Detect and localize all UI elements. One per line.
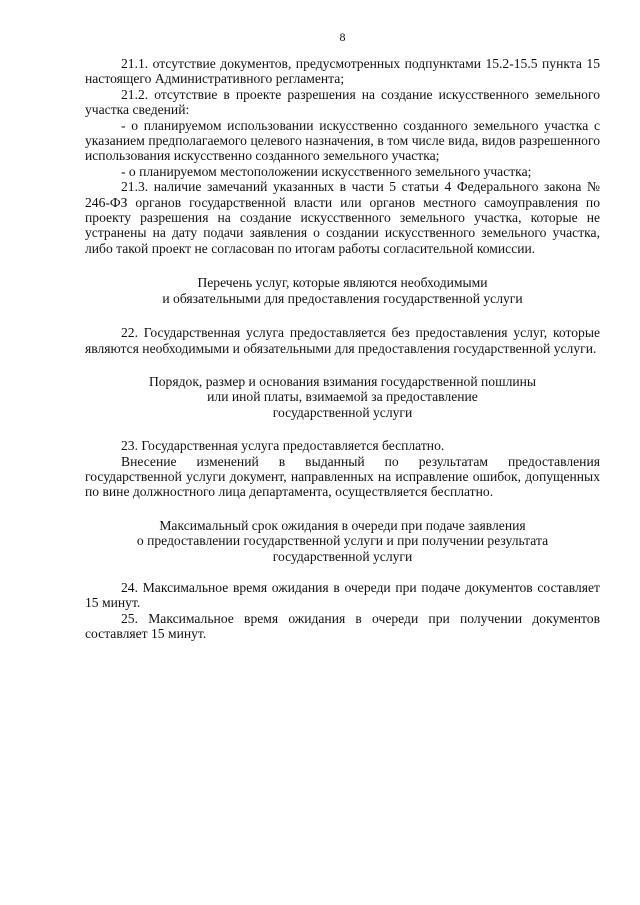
heading-line: Максимальный срок ожидания в очереди при подаче заявления <box>159 517 526 533</box>
heading-line: Порядок, размер и основания взимания государственной пошлины <box>148 373 537 389</box>
heading-line: о предоставлении государственной услуги и при получении результата <box>136 533 549 549</box>
paragraph-23: 23. Государственная услуга предоставляется бесплатно. <box>121 438 445 454</box>
paragraph-21-2: 21.2. отсутствие в проекте разрешения на создание искусственного земельного участка сведений: <box>85 86 600 118</box>
paragraph-21-3: 21.3. наличие замечаний указанных в части 5 статьи 4 Федерального закона № 246-ФЗ органов государственной власти или органов местного самоуправления по проекту разрешения на создание искусственного земельного участка, которые не устранены на дату подачи заявления о создании искусственного земельного участка, либо такой проект не согласован по итогам работы согласительной комиссии. <box>85 179 600 256</box>
paragraph-24: 24. Максимальное время ожидания в очереди при подаче документов составляет 15 минут. <box>85 579 600 611</box>
paragraph-23-corrections: Внесение изменений в выданный по результатам предоставления государственной услуги документ, направленных на исправление ошибок, допущенных по вине должностного лица департамента, осуществляется бесплатно. <box>85 453 600 500</box>
heading-line: государственной услуги <box>272 404 413 420</box>
heading-line: Перечень услуг, которые являются необходимыми <box>197 275 488 291</box>
section-heading-fee <box>85 374 600 420</box>
paragraph-21-1: 21.1. отсутствие документов, предусмотренных подпунктами 15.2-15.5 пункта 15 настоящего Административного регламента; <box>85 56 600 87</box>
document-body <box>85 56 600 642</box>
heading-line: и обязательными для предоставления государственной услуги <box>162 290 523 306</box>
heading-line: или иной платы, взимаемой за предоставление <box>207 389 478 405</box>
page-number: 8 <box>339 30 346 44</box>
section-heading-queue <box>85 518 600 564</box>
section-heading-services <box>85 275 600 306</box>
paragraph-21-2-item-a: - о планируемом использовании искусственно созданного земельного участка с указанием предполагаемого целевого назначения, в том числе вида, видов разрешенного использования искусственно созданного земельного участка; <box>85 117 600 164</box>
paragraph-22: 22. Государственная услуга предоставляется без предоставления услуг, которые являются необходимыми и обязательными для предоставления государственной услуги. <box>85 325 600 356</box>
paragraph-21-2-item-b: - о планируемом местоположении искусственного земельного участка; <box>121 163 532 179</box>
paragraph-25: 25. Максимальное время ожидания в очереди при получении документов составляет 15 минут. <box>85 610 600 642</box>
heading-line: государственной услуги <box>272 548 413 564</box>
